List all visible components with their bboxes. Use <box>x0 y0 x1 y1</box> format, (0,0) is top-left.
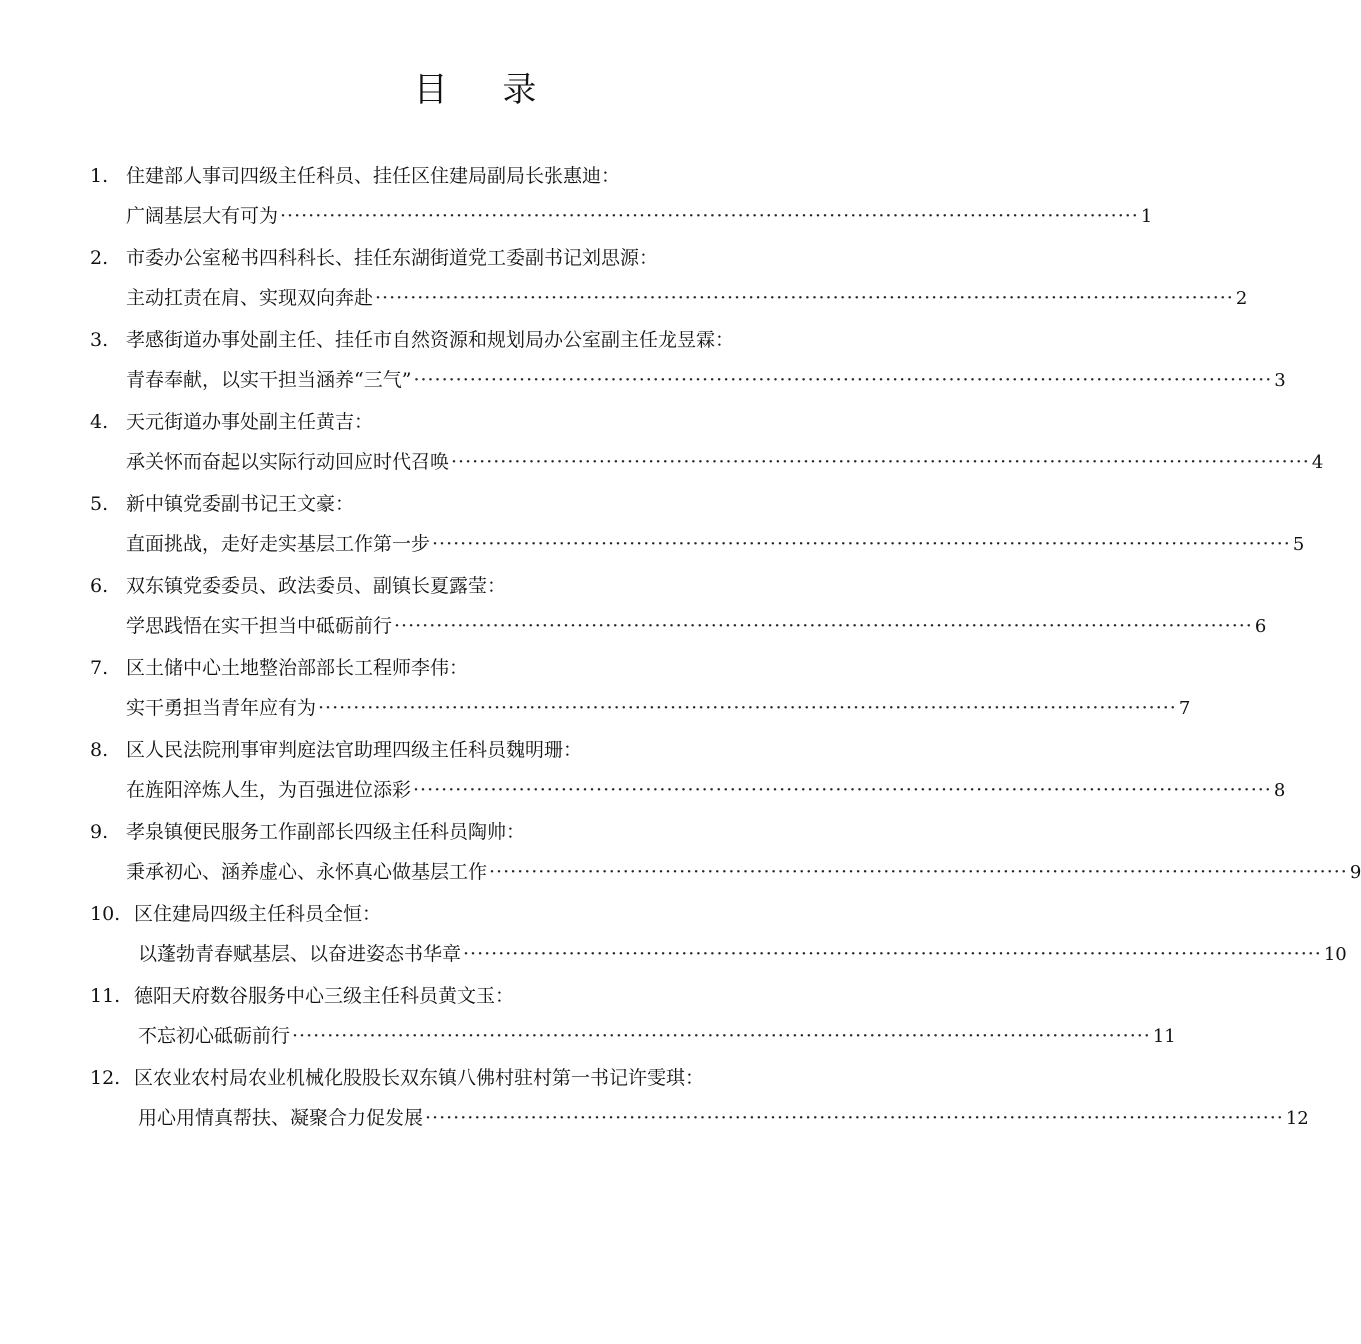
entry-heading: 双东镇党委委员、政法委员、副镇长夏露莹： <box>126 575 507 597</box>
entry-topic: 不忘初心砥砺前行 <box>138 1025 291 1047</box>
toc-entry-4[interactable] <box>90 404 1324 486</box>
entry-page-number: 8 <box>1273 780 1286 801</box>
entry-topic: 主动扛责在肩、实现双向奔赴 <box>126 287 374 309</box>
entry-topic: 用心用情真帮扶、凝聚合力促发展 <box>138 1107 424 1129</box>
toc-entry-12[interactable] <box>90 1060 1309 1142</box>
toc-entry-6[interactable] <box>90 568 1267 650</box>
toc-entry-11[interactable] <box>90 978 1176 1060</box>
entry-heading: 天元街道办事处副主任黄吉： <box>126 411 374 433</box>
entry-heading: 区土储中心土地整治部部长工程师李伟： <box>126 657 469 679</box>
entry-heading: 新中镇党委副书记王文豪： <box>126 493 355 515</box>
page-title: 目 录 <box>413 70 559 110</box>
entry-topic: 秉承初心、涵养虚心、永怀真心做基层工作 <box>126 861 488 883</box>
toc-entry-1[interactable] <box>90 158 1153 240</box>
dot-leader: ·························································································································· <box>413 369 1273 391</box>
dot-leader: ·························································································································· <box>394 615 1253 637</box>
dot-leader: ·························································································································· <box>292 1025 1151 1047</box>
entry-number: 5. <box>90 493 109 515</box>
entry-topic: 承关怀而奋起以实际行动回应时代召唤 <box>126 451 450 473</box>
toc-entry-9[interactable] <box>90 814 1361 896</box>
entry-number: 3. <box>90 329 109 351</box>
entry-topic: 实干勇担当青年应有为 <box>126 697 317 719</box>
toc-entry-3[interactable] <box>90 322 1286 404</box>
entry-topic: 学思践悟在实干担当中砥砺前行 <box>126 615 393 637</box>
dot-leader: ·························································································································· <box>425 1107 1284 1129</box>
entry-topic: 青春奉献，以实干担当涵养“三气” <box>126 369 412 391</box>
entry-number: 2. <box>90 247 109 269</box>
entry-heading: 孝泉镇便民服务工作副部长四级主任科员陶帅： <box>126 821 526 843</box>
toc-entry-8[interactable] <box>90 732 1286 814</box>
entry-heading: 区农业农村局农业机械化股股长双东镇八佛村驻村第一书记许雯琪： <box>134 1067 705 1089</box>
entry-page-number: 3 <box>1274 370 1286 391</box>
entry-page-number: 6 <box>1254 616 1267 637</box>
entry-topic: 广阔基层大有可为 <box>126 205 279 227</box>
entry-heading: 区人民法院刑事审判庭法官助理四级主任科员魏明珊： <box>126 739 583 761</box>
entry-page-number: 10 <box>1323 944 1347 965</box>
entry-number: 4. <box>90 411 109 433</box>
entry-heading: 德阳天府数谷服务中心三级主任科员黄文玉： <box>134 985 515 1007</box>
toc-entry-2[interactable] <box>90 240 1248 322</box>
entry-number: 9. <box>90 821 109 843</box>
toc-entry-5[interactable] <box>90 486 1305 568</box>
entry-page-number: 4 <box>1311 452 1324 473</box>
entry-heading: 孝感街道办事处副主任、挂任市自然资源和规划局办公室副主任龙昱霖： <box>126 329 735 351</box>
dot-leader: ·························································································································· <box>432 533 1291 555</box>
entry-page-number: 2 <box>1235 288 1248 309</box>
entry-topic: 在旌阳淬炼人生，为百强进位添彩 <box>126 779 412 801</box>
entry-number: 7. <box>90 657 109 679</box>
dot-leader: ·························································································································· <box>375 287 1234 309</box>
entry-topic: 直面挑战，走好走实基层工作第一步 <box>126 533 431 555</box>
entry-number: 11. <box>90 985 121 1007</box>
entry-heading: 住建部人事司四级主任科员、挂任区住建局副局长张惠迪： <box>126 165 621 187</box>
entry-number: 6. <box>90 575 109 597</box>
entry-number: 12. <box>90 1067 121 1089</box>
entry-page-number: 7 <box>1178 698 1191 719</box>
entry-number: 1. <box>90 165 109 187</box>
entry-page-number: 11 <box>1152 1026 1176 1047</box>
entry-topic: 以蓬勃青春赋基层、以奋进姿态书华章 <box>138 943 462 965</box>
entry-heading: 区住建局四级主任科员全恒： <box>134 903 382 925</box>
dot-leader: ·························································································································· <box>318 697 1177 719</box>
entry-number: 8. <box>90 739 109 761</box>
dot-leader: ·························································································································· <box>280 205 1139 227</box>
toc-entry-7[interactable] <box>90 650 1191 732</box>
entry-page-number: 12 <box>1285 1108 1309 1129</box>
dot-leader: ·························································································································· <box>451 451 1310 473</box>
entry-page-number: 9 <box>1349 862 1361 883</box>
entry-page-number: 5 <box>1292 534 1305 555</box>
entry-number: 10. <box>90 903 121 925</box>
dot-leader: ·························································································································· <box>413 779 1272 801</box>
dot-leader: ·························································································································· <box>463 943 1322 965</box>
table-of-contents <box>90 158 1361 1142</box>
entry-page-number: 1 <box>1140 206 1153 227</box>
toc-entry-10[interactable] <box>90 896 1347 978</box>
dot-leader: ·························································································································· <box>489 861 1348 883</box>
entry-heading: 市委办公室秘书四科科长、挂任东湖街道党工委副书记刘思源： <box>126 247 659 269</box>
